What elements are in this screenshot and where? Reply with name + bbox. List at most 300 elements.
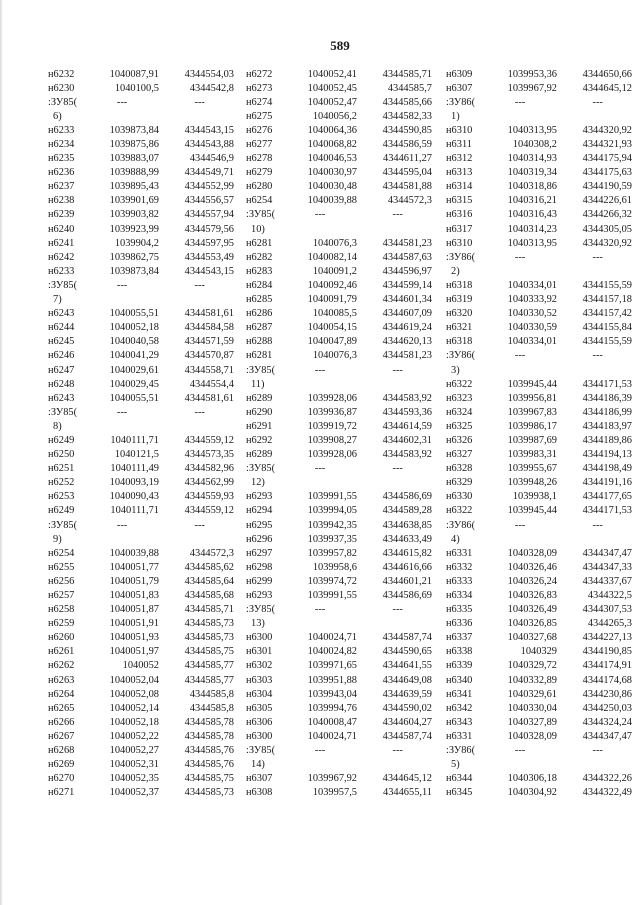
coordinate-row (48, 67, 243, 81)
y-coordinate: 4344582,96 (184, 463, 234, 475)
coordinate-row (48, 264, 243, 278)
coordinate-row (446, 81, 640, 95)
point-id: н6236 (48, 167, 75, 179)
y-coordinate: 4344582,33 (382, 110, 432, 122)
coordinate-row (48, 758, 243, 772)
y-coordinate: 4344321,93 (582, 139, 632, 151)
y-coordinate: 4344226,61 (582, 195, 632, 207)
point-id: н6302 (246, 660, 273, 672)
parcel-number-row (446, 109, 640, 123)
x-coordinate: 1040329,72 (507, 660, 557, 672)
y-coordinate: 4344599,14 (382, 279, 432, 291)
point-id: н6299 (246, 575, 273, 587)
x-coordinate: 1040051,91 (109, 618, 159, 630)
x-coordinate: 1040330,04 (507, 702, 557, 714)
y-coordinate: 4344171,53 (582, 505, 632, 517)
x-coordinate: 1039983,31 (507, 449, 557, 461)
coordinate-row (446, 701, 640, 715)
x-coordinate: 1039974,72 (307, 575, 357, 587)
point-id: 10) (251, 223, 265, 235)
coordinate-row (246, 67, 441, 81)
x-coordinate: 1039994,76 (307, 702, 357, 714)
y-coordinate: 4344322,49 (582, 787, 632, 799)
point-id: :ЗУ85( (48, 279, 78, 291)
point-id: н6247 (48, 364, 75, 376)
point-id: н6265 (48, 702, 75, 714)
coordinate-row (446, 335, 640, 349)
y-coordinate: 4344552,99 (184, 181, 234, 193)
y-coordinate: 4344549,71 (184, 167, 234, 179)
coordinate-row (246, 307, 441, 321)
parcel-header-row (48, 278, 243, 292)
coordinate-row (48, 786, 243, 800)
coordinate-row (48, 673, 243, 687)
y-coordinate: 4344322,5 (587, 590, 632, 602)
point-id: н6254 (48, 547, 75, 559)
coordinate-row (246, 81, 441, 95)
coordinate-row (48, 222, 243, 236)
point-id: н6241 (48, 237, 75, 249)
point-id: 13) (251, 618, 265, 630)
x-coordinate: 1040332,89 (507, 674, 557, 686)
x-coordinate: 1040328,09 (507, 730, 557, 742)
x-coordinate: 1040314,93 (507, 153, 557, 165)
point-id: :ЗУ85( (246, 604, 276, 616)
coordinate-row (246, 659, 441, 673)
y-coordinate: 4344585,7 (387, 82, 432, 94)
coordinate-row (446, 405, 640, 419)
point-id: н6313 (446, 167, 473, 179)
y-coordinate: 4344585,8 (189, 688, 234, 700)
y-coordinate: 4344645,12 (582, 82, 632, 94)
parcel-number-row (48, 109, 243, 123)
x-coordinate: 1039956,81 (507, 392, 557, 404)
point-id: н6243 (48, 308, 75, 320)
x-coordinate: 1040055,51 (109, 308, 159, 320)
x-coordinate: 1040091,2 (312, 265, 357, 277)
x-coordinate: 1040093,19 (109, 477, 159, 489)
x-coordinate: 1040085,5 (312, 308, 357, 320)
point-id: н6337 (446, 632, 473, 644)
point-id: н6333 (446, 575, 473, 587)
x-coordinate: 1040054,15 (307, 322, 357, 334)
point-id: н6345 (446, 787, 473, 799)
x-coordinate: 1040040,58 (109, 336, 159, 348)
x-coordinate: 1039987,69 (507, 434, 557, 446)
y-coordinate: 4344559,93 (184, 491, 234, 503)
y-coordinate: 4344585,75 (184, 646, 234, 658)
point-id: н6250 (48, 449, 75, 461)
point-id: н6238 (48, 195, 75, 207)
parcel-number-row (246, 476, 441, 490)
point-id: :ЗУ85( (48, 96, 78, 108)
y-coordinate: 4344573,35 (184, 449, 234, 461)
coordinate-row (446, 560, 640, 574)
point-id: н6331 (446, 547, 473, 559)
y-coordinate: 4344265,3 (587, 618, 632, 630)
point-id: н6312 (446, 153, 473, 165)
y-coordinate: 4344157,42 (582, 308, 632, 320)
point-id: :ЗУ86( (446, 251, 476, 263)
x-coordinate: 1040334,01 (507, 336, 557, 348)
x-coordinate: 1039951,88 (307, 674, 357, 686)
coordinate-row (48, 250, 243, 264)
x-coordinate: 1040314,23 (507, 223, 557, 235)
point-id: н6327 (446, 449, 473, 461)
coordinate-row (246, 701, 441, 715)
y-coordinate: 4344620,13 (382, 336, 432, 348)
y-coordinate: 4344324,24 (582, 716, 632, 728)
point-id: н6252 (48, 477, 75, 489)
coordinate-row (48, 433, 243, 447)
x-coordinate: 1039991,55 (307, 590, 357, 602)
coordinate-row (48, 307, 243, 321)
coordinate-row (246, 419, 441, 433)
x-coordinate: 1040319,34 (507, 167, 557, 179)
x-coordinate: 1040052,35 (109, 773, 159, 785)
coordinate-row (48, 123, 243, 137)
coordinate-row (246, 560, 441, 574)
point-id: н6272 (246, 68, 273, 80)
x-coordinate: --- (116, 279, 128, 291)
parcel-header-row (446, 95, 640, 109)
x-coordinate: 1039928,06 (307, 392, 357, 404)
x-coordinate: 1040024,71 (307, 730, 357, 742)
y-coordinate: 4344171,53 (582, 378, 632, 390)
coordinate-row (48, 490, 243, 504)
point-id: н6261 (48, 646, 75, 658)
point-id: н6264 (48, 688, 75, 700)
point-id: н6246 (48, 350, 75, 362)
point-id: н6289 (246, 449, 273, 461)
point-id: 5) (451, 759, 460, 771)
y-coordinate: 4344585,78 (184, 730, 234, 742)
y-coordinate: --- (592, 251, 603, 263)
point-id: н6256 (48, 575, 75, 587)
y-coordinate: 4344347,33 (582, 561, 632, 573)
point-id: н6314 (446, 181, 473, 193)
y-coordinate: --- (592, 350, 603, 362)
x-coordinate: 1040304,92 (507, 787, 557, 799)
x-coordinate: 1040333,92 (507, 294, 557, 306)
point-id: н6294 (246, 505, 273, 517)
y-coordinate: 4344562,99 (184, 477, 234, 489)
x-coordinate: --- (514, 519, 526, 531)
coordinate-row (246, 532, 441, 546)
y-coordinate: --- (194, 406, 205, 418)
x-coordinate: 1039991,55 (307, 491, 357, 503)
y-coordinate: 4344641,55 (382, 660, 432, 672)
point-id: н6305 (246, 702, 273, 714)
x-coordinate: 1039955,67 (507, 463, 557, 475)
point-id: н6303 (246, 674, 273, 686)
coordinate-row (48, 504, 243, 518)
y-coordinate: 4344645,12 (382, 773, 432, 785)
y-coordinate: 4344583,92 (382, 392, 432, 404)
coordinate-row (446, 307, 640, 321)
x-coordinate: 1039873,84 (109, 124, 159, 136)
point-id: н6281 (246, 237, 273, 249)
coordinate-row (446, 673, 640, 687)
coordinate-row (446, 433, 640, 447)
coordinate-row (48, 772, 243, 786)
x-coordinate: 1040024,82 (307, 646, 357, 658)
point-id: н6317 (446, 223, 473, 235)
point-id: 6) (53, 110, 62, 122)
point-id: н6235 (48, 153, 75, 165)
y-coordinate: 4344183,97 (582, 420, 632, 432)
point-id: н6279 (246, 167, 273, 179)
point-id: н6274 (246, 96, 273, 108)
point-id: н6339 (446, 660, 473, 672)
y-coordinate: 4344590,85 (382, 124, 432, 136)
x-coordinate: 1040046,53 (307, 153, 357, 165)
point-id: н6263 (48, 674, 75, 686)
x-coordinate: 1040051,97 (109, 646, 159, 658)
point-id: н6254 (246, 195, 273, 207)
x-coordinate: 1040064,36 (307, 124, 357, 136)
coordinate-row (246, 391, 441, 405)
y-coordinate: 4344650,66 (582, 68, 632, 80)
point-id: н6249 (48, 505, 75, 517)
coordinate-row (246, 137, 441, 151)
coordinate-row (48, 391, 243, 405)
x-coordinate: 1039945,44 (507, 378, 557, 390)
coordinate-row (246, 123, 441, 137)
coordinate-row (48, 603, 243, 617)
coordinate-row (446, 631, 640, 645)
parcel-number-row (446, 264, 640, 278)
point-id: 12) (251, 477, 265, 489)
y-coordinate: 4344581,61 (184, 392, 234, 404)
x-coordinate: 1040052,22 (109, 730, 159, 742)
x-coordinate: --- (314, 604, 326, 616)
coordinate-row (48, 574, 243, 588)
y-coordinate: 4344585,66 (382, 96, 432, 108)
x-coordinate: 1040091,79 (307, 294, 357, 306)
x-coordinate: 1040087,91 (109, 68, 159, 80)
y-coordinate: 4344585,75 (184, 773, 234, 785)
coordinate-row (48, 335, 243, 349)
point-id: н6295 (246, 519, 273, 531)
y-coordinate: 4344347,47 (582, 547, 632, 559)
y-coordinate: 4344590,02 (382, 702, 432, 714)
y-coordinate: 4344191,16 (582, 477, 632, 489)
point-id: 4) (451, 533, 460, 545)
point-id: 7) (53, 294, 62, 306)
coordinate-row (446, 208, 640, 222)
parcel-number-row (446, 532, 640, 546)
x-coordinate: 1039943,04 (307, 688, 357, 700)
y-coordinate: 4344616,66 (382, 561, 432, 573)
y-coordinate: 4344593,36 (382, 406, 432, 418)
x-coordinate: 1039936,87 (307, 406, 357, 418)
point-id: н6331 (446, 730, 473, 742)
point-id: н6338 (446, 646, 473, 658)
y-coordinate: 4344579,56 (184, 223, 234, 235)
page-number: 589 (330, 38, 350, 53)
point-id: н6328 (446, 463, 473, 475)
x-coordinate: 1040052,31 (109, 759, 159, 771)
y-coordinate: 4344230,86 (582, 688, 632, 700)
x-coordinate: 1039895,43 (109, 181, 159, 193)
point-id: н6293 (246, 491, 273, 503)
coordinate-row (446, 603, 640, 617)
coordinate-row (48, 546, 243, 560)
x-coordinate: 1040052 (122, 660, 159, 672)
point-id: н6243 (48, 392, 75, 404)
coordinate-row (446, 786, 640, 800)
coordinate-row (48, 560, 243, 574)
y-coordinate: 4344553,49 (184, 251, 234, 263)
coordinate-row (446, 687, 640, 701)
y-coordinate: 4344586,69 (382, 491, 432, 503)
y-coordinate: 4344619,24 (382, 322, 432, 334)
coordinate-row (446, 617, 640, 631)
coordinate-row (446, 448, 640, 462)
point-id: н6321 (446, 322, 473, 334)
x-coordinate: --- (116, 406, 128, 418)
y-coordinate: 4344572,3 (189, 547, 234, 559)
x-coordinate: 1039904,2 (114, 237, 159, 249)
y-coordinate: 4344570,87 (184, 350, 234, 362)
point-id: н6237 (48, 181, 75, 193)
coordinate-row (446, 729, 640, 743)
coordinate-row (48, 180, 243, 194)
point-id: н6330 (446, 491, 473, 503)
point-id: 3) (451, 364, 460, 376)
point-id: н6283 (246, 265, 273, 277)
point-id: н6234 (48, 139, 75, 151)
x-coordinate: 1039958,6 (312, 561, 357, 573)
y-coordinate: --- (392, 604, 403, 616)
x-coordinate: 1039957,5 (312, 787, 357, 799)
coordinate-row (446, 236, 640, 250)
point-id: н6268 (48, 745, 75, 757)
x-coordinate: 1040039,88 (307, 195, 357, 207)
y-coordinate: 4344586,59 (382, 139, 432, 151)
coordinate-row (246, 786, 441, 800)
x-coordinate: 1039953,36 (507, 68, 557, 80)
coordinate-row (446, 123, 640, 137)
point-id: н6255 (48, 561, 75, 573)
point-id: н6275 (246, 110, 273, 122)
coordinate-row (446, 278, 640, 292)
coordinate-row (246, 152, 441, 166)
x-coordinate: 1040100,5 (114, 82, 159, 94)
x-coordinate: 1039888,99 (109, 167, 159, 179)
coordinate-row (446, 588, 640, 602)
coordinate-row (246, 194, 441, 208)
point-id: н6329 (446, 477, 473, 489)
coordinate-row (246, 109, 441, 123)
x-coordinate: 1039945,44 (507, 505, 557, 517)
point-id: :ЗУ85( (246, 745, 276, 757)
coordinate-row (446, 546, 640, 560)
y-coordinate: --- (392, 209, 403, 221)
y-coordinate: 4344633,49 (382, 533, 432, 545)
x-coordinate: 1039862,75 (109, 251, 159, 263)
point-id: :ЗУ86( (446, 519, 476, 531)
x-coordinate: 1040029,45 (109, 378, 159, 390)
y-coordinate: --- (592, 96, 603, 108)
y-coordinate: --- (592, 519, 603, 531)
y-coordinate: 4344585,64 (184, 575, 234, 587)
coordinate-row (48, 617, 243, 631)
point-id: :ЗУ85( (246, 463, 276, 475)
x-coordinate: 1040051,93 (109, 632, 159, 644)
x-coordinate: 1040326,24 (507, 575, 557, 587)
x-coordinate: 1039923,99 (109, 223, 159, 235)
point-id: н6301 (246, 646, 273, 658)
x-coordinate: 1040052,14 (109, 702, 159, 714)
point-id: н6286 (246, 308, 273, 320)
x-coordinate: 1040055,51 (109, 392, 159, 404)
x-coordinate: 1040329 (520, 646, 557, 658)
point-id: н6248 (48, 378, 75, 390)
y-coordinate: 4344175,94 (582, 153, 632, 165)
y-coordinate: 4344597,95 (184, 237, 234, 249)
coordinate-row (246, 772, 441, 786)
y-coordinate: 4344175,63 (582, 167, 632, 179)
point-id: 9) (53, 533, 62, 545)
point-id: н6257 (48, 590, 75, 602)
point-id: н6319 (446, 294, 473, 306)
parcel-header-row (246, 462, 441, 476)
coordinate-row (246, 321, 441, 335)
point-id: н6277 (246, 139, 273, 151)
parcel-header-row (446, 744, 640, 758)
point-id: 2) (451, 265, 460, 277)
y-coordinate: 4344558,71 (184, 364, 234, 376)
x-coordinate: 1040326,85 (507, 618, 557, 630)
x-coordinate: 1040326,83 (507, 590, 557, 602)
x-coordinate: 1040068,82 (307, 139, 357, 151)
y-coordinate: 4344655,11 (383, 787, 432, 799)
y-coordinate: 4344584,58 (184, 322, 234, 334)
point-id: н6239 (48, 209, 75, 221)
point-id: н6232 (48, 68, 75, 80)
y-coordinate: 4344585,73 (184, 618, 234, 630)
coordinate-row (446, 504, 640, 518)
x-coordinate: 1040076,3 (312, 237, 357, 249)
y-coordinate: 4344194,13 (582, 449, 632, 461)
x-coordinate: 1039919,72 (307, 420, 357, 432)
parcel-header-row (48, 518, 243, 532)
point-id: н6316 (446, 209, 473, 221)
coordinate-row (48, 659, 243, 673)
y-coordinate: 4344587,74 (382, 632, 432, 644)
y-coordinate: 4344305,05 (582, 223, 632, 235)
x-coordinate: 1040052,45 (307, 82, 357, 94)
x-coordinate: 1039986,17 (507, 420, 557, 432)
y-coordinate: --- (194, 519, 205, 531)
parcel-header-row (246, 603, 441, 617)
x-coordinate: 1040306,18 (507, 773, 557, 785)
coordinate-row (48, 631, 243, 645)
point-id: н6336 (446, 618, 473, 630)
coordinate-row (246, 166, 441, 180)
coordinate-row (246, 673, 441, 687)
y-coordinate: 4344559,12 (184, 434, 234, 446)
x-coordinate: 1040329,61 (507, 688, 557, 700)
point-id: н6309 (446, 68, 473, 80)
coordinate-row (446, 391, 640, 405)
x-coordinate: 1040092,46 (307, 279, 357, 291)
coordinate-row (48, 701, 243, 715)
point-id: н6233 (48, 265, 75, 277)
parcel-header-row (446, 349, 640, 363)
